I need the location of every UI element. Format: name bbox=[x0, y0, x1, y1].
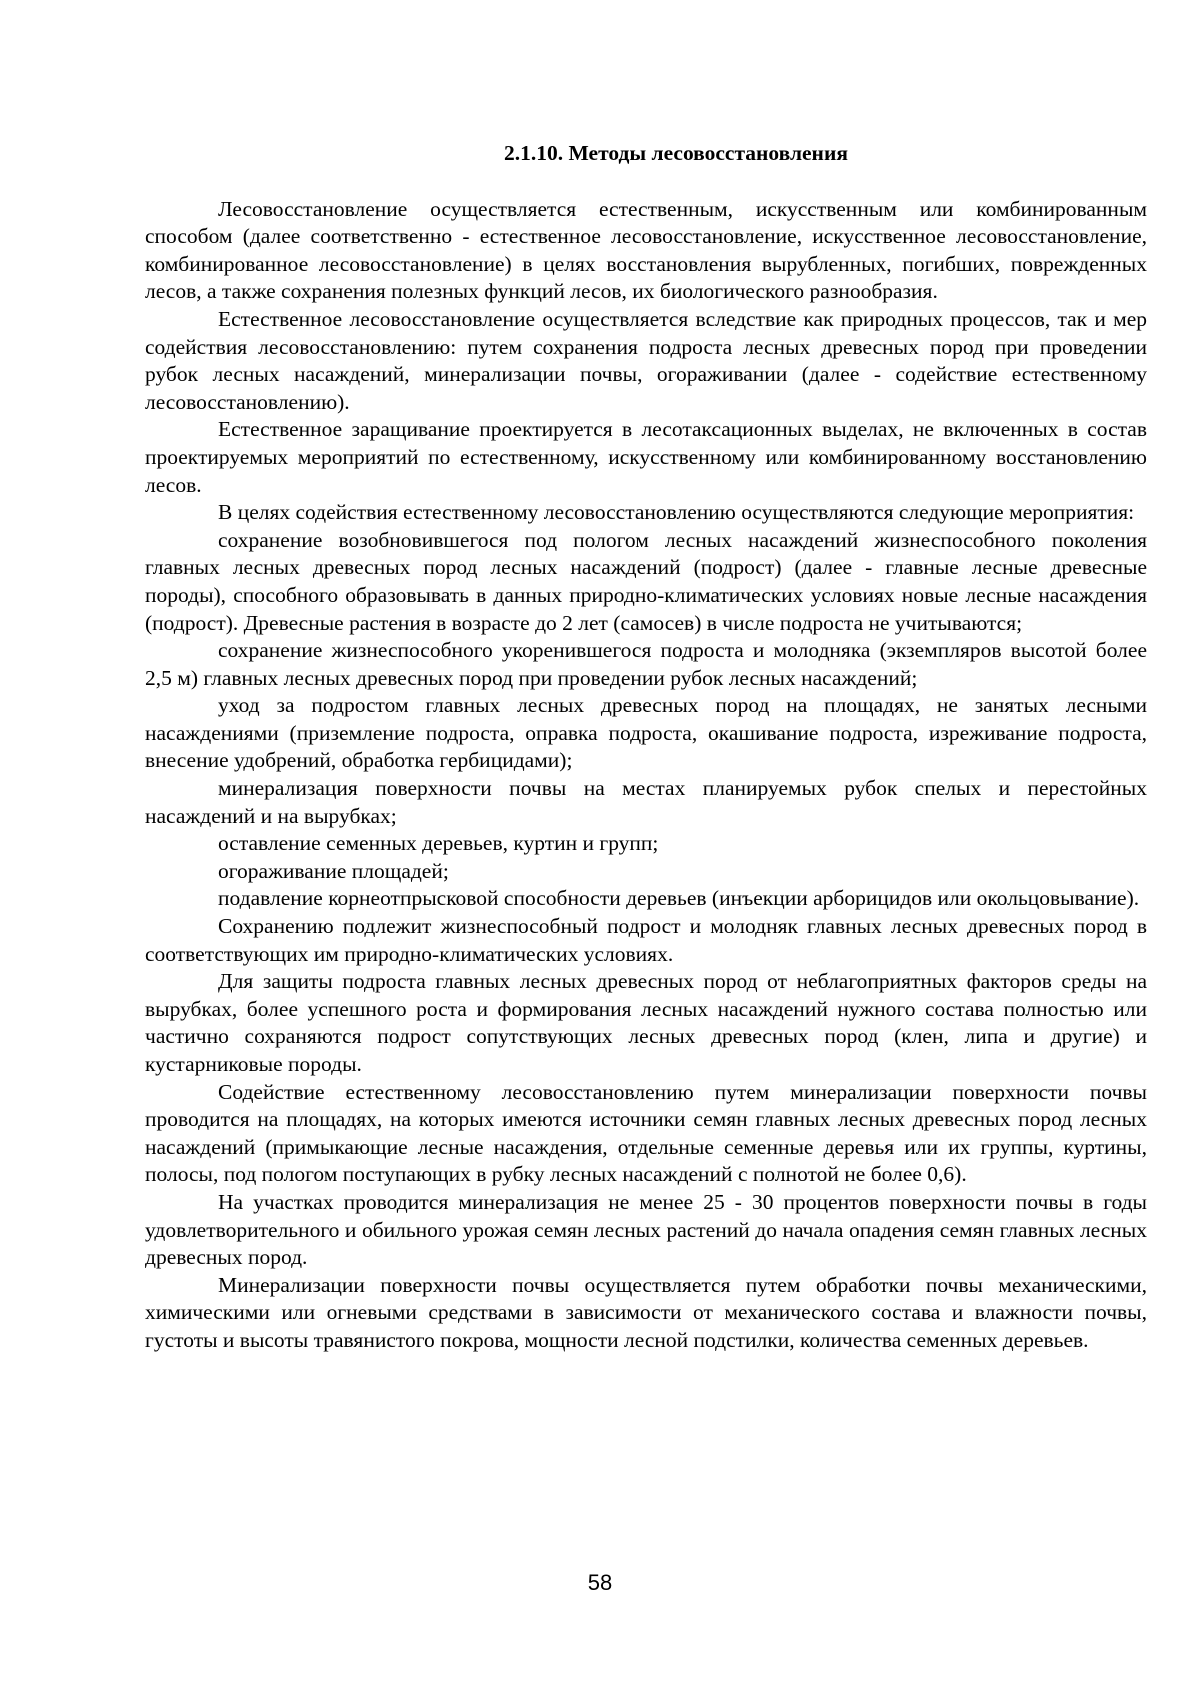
paragraph: Для защиты подроста главных лесных древесных пород от неблагоприятных факторов среды на вырубках, более успешного роста и формирования лесных насаждений нужного состава полностью или частично сохраняются подрост сопутствующих лесных древесных пород (клен, липа и другие) и кустарниковые породы. bbox=[145, 969, 1147, 1076]
section-title: 2.1.10. Методы лесовосстановления bbox=[504, 141, 848, 165]
paragraph: В целях содействия естественному лесовосстановлению осуществляются следующие мероприятия: bbox=[218, 500, 1135, 525]
paragraph: Естественное заращивание проектируется в лесотаксационных выделах, не включенных в состав проектируемых мероприятий по естественному, искусственному или комбинированному восстановлению лесов. bbox=[145, 417, 1147, 497]
paragraph: Естественное лесовосстановление осуществляется вследствие как природных процессов, так и мер содействия лесовосстановлению: путем сохранения подроста лесных древесных пород при проведении рубок лесных насаждений, минерализации почвы, огораживании (далее - содействие естественному лесовосстановлению). bbox=[145, 306, 1147, 414]
paragraph: Содействие естественному лесовосстановлению путем минерализации поверхности почвы проводится на площадях, на которых имеются источники семян главных лесных древесных пород лесных насаждений (примыкающие лесные насаждения, отдельные семенные деревья или их группы, куртины, полосы, под пологом поступающих в рубку лесных насаждений с полнотой не более 0,6). bbox=[145, 1079, 1147, 1187]
document-page bbox=[145, 140, 1147, 1355]
list-item: огораживание площадей; bbox=[218, 858, 449, 883]
list-item: сохранение возобновившегося под пологом лесных насаждений жизнеспособного поколения главных лесных древесных пород лесных насаждений (подрост) (далее - главные лесные древесные породы), способного образовывать в данных природно-климатических условиях новые лесные насаждения (подрост). Древесные растения в возрасте до 2 лет (самосев) в числе подроста не учитываются; bbox=[145, 527, 1147, 635]
paragraph: Сохранению подлежит жизнеспособный подрост и молодняк главных лесных древесных пород в соответствующих им природно-климатических условиях. bbox=[145, 914, 1147, 966]
paragraph: Минерализации поверхности почвы осуществляется путем обработки почвы механическими, химическими или огневыми средствами в зависимости от механического состава и влажности почвы, густоты и высоты травянистого покрова, мощности лесной подстилки, количества семенных деревьев. bbox=[145, 1272, 1147, 1352]
body-text bbox=[145, 196, 1147, 1355]
list-item: сохранение жизнеспособного укоренившегося подроста и молодняка (экземпляров высотой более 2,5 м) главных лесных древесных пород при проведении рубок лесных насаждений; bbox=[145, 638, 1147, 690]
list-item: минерализация поверхности почвы на местах планируемых рубок спелых и перестойных насаждений и на вырубках; bbox=[145, 776, 1147, 828]
list-item: подавление корнеотпрысковой способности деревьев (инъекции арборицидов или окольцовывание). bbox=[218, 886, 1140, 911]
page-number: 58 bbox=[587, 1570, 613, 1595]
paragraph: Лесовосстановление осуществляется естественным, искусственным или комбинированным способом (далее соответственно - естественное лесовосстановление, искусственное лесовосстановление, комбинированное лесовосстановление) в целях восстановления вырубленных, погибших, поврежденных лесов, а также сохранения полезных функций лесов, их биологического разнообразия. bbox=[145, 196, 1147, 304]
list-item: оставление семенных деревьев, куртин и групп; bbox=[218, 831, 659, 856]
paragraph: На участках проводится минерализация не менее 25 - 30 процентов поверхности почвы в годы удовлетворительного и обильного урожая семян лесных растений до начала опадения семян главных лесных древесных пород. bbox=[145, 1189, 1147, 1270]
list-item: уход за подростом главных лесных древесных пород на площадях, не занятых лесными насаждениями (приземление подроста, оправка подроста, окашивание подроста, изреживание подроста, внесение удобрений, обработка гербицидами); bbox=[145, 693, 1147, 773]
